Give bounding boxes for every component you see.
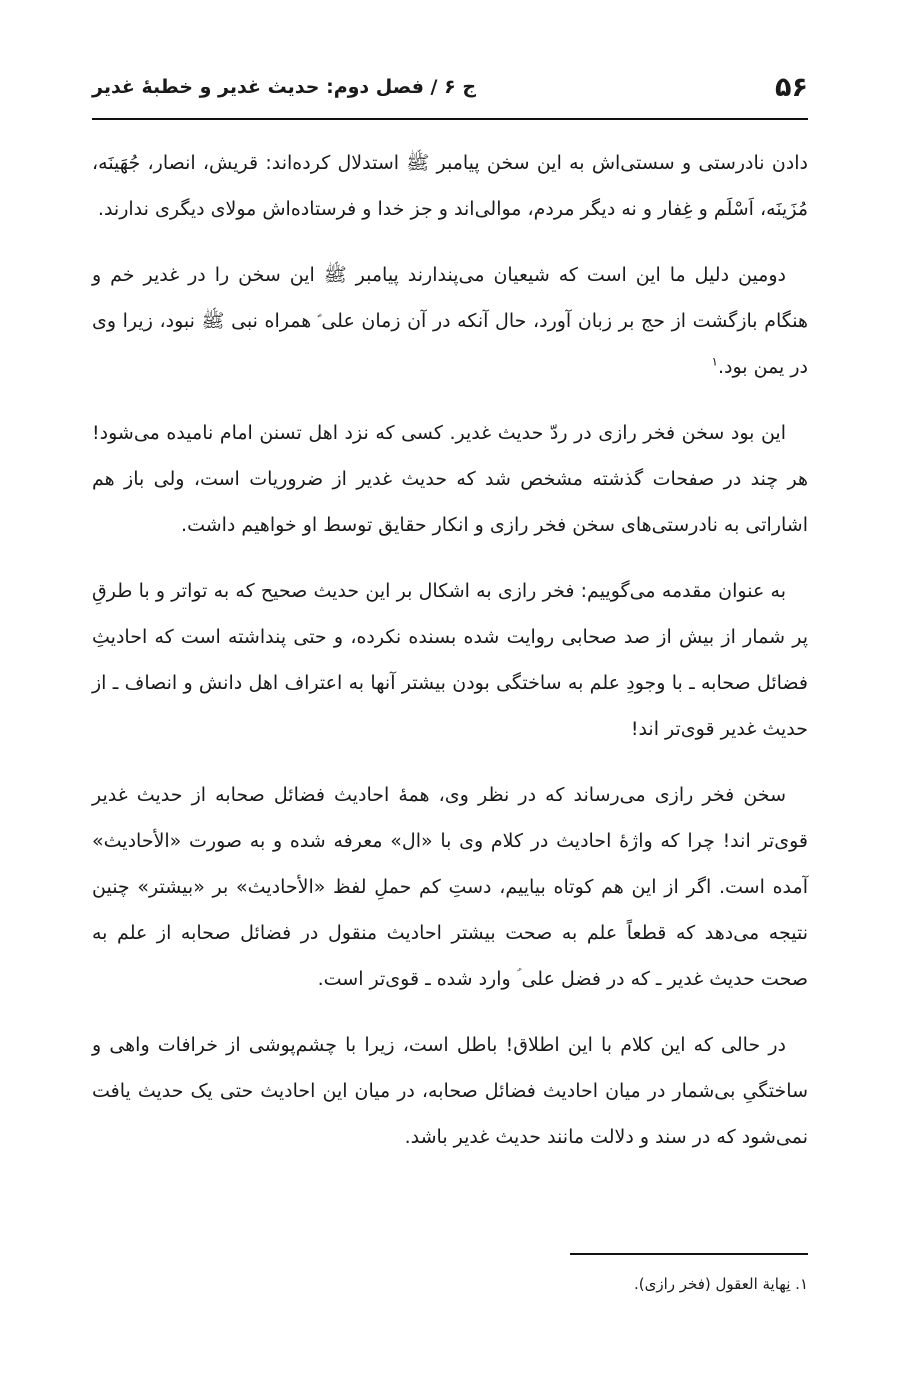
paragraph-3: این بود سخن فخر رازی در ردّ حدیث غدیر. کسی که نزد اهل تسنن امام نامیده می‌شود! هر چند در صفحات گذشته مشخص شد که حدیث غدیر از ضروریات است، ولی باز هم اشاراتی به نادرستی‌های سخن فخر رازی و انکار حقایق توسط او خواهیم داشت. [92,422,808,536]
paragraph-1: دادن نادرستی و سستی‌اش به این سخن پیامبر ﷺ استدلال کرده‌اند: قریش، انصار، جُهَینَه، مُزَینَه، اَسْلَم و غِفار و نه دیگر مردم، موالی‌اند و جز خدا و فرستاده‌اش مولای دیگری ندارند. [92,152,808,220]
page-number: ۵۶ [775,72,808,103]
body-text [92,140,808,1180]
footnote-reference: ۱ [711,354,718,369]
paragraph-6: در حالی که این کلام با این اطلاق! باطل است، زیرا با چشم‌پوشی از خرافات واهی و ساختگیِ بی‌شمار در میان احادیث فضائل صحابه، در میان این احادیث حتی یک حدیث یافت نمی‌شود که در سند و دلالت مانند حدیث غدیر باشد. [92,1034,808,1148]
paragraph-4: به عنوان مقدمه می‌گوییم: فخر رازی به اشکال بر این حدیث صحیح که به تواتر و با طرقِ پر شمار از بیش از صد صحابی روایت شده بسنده نکرده، و حتی پنداشته است که احادیثِ فضائل صحابه ـ با وجودِ علم به ساختگی بودن بیشتر آنها به اعتراف اهل دانش و انصاف ـ از حدیث غدیر قوی‌تر اند! [92,580,808,740]
running-title: ج ۶ / فصل دوم: حدیث غدیر و خطبهٔ غدیر [92,76,477,98]
page-header [92,72,808,112]
footnote: ۱. نِهایة العقول (فخر رازی). [634,1275,808,1293]
footnote-rule [570,1253,808,1255]
paragraph-2 [92,252,808,390]
header-rule [92,118,808,120]
paragraph-5: سخن فخر رازی می‌رساند که در نظر وی، همهٔ احادیث فضائل صحابه از حدیث غدیر قوی‌تر اند! چرا که واژهٔ احادیث در کلام وی با «ال» معرفه شده و به صورت «الأحادیث» آمده است. اگر از این هم کوتاه بیاییم، دستِ کم حملِ لفظ «الأحادیث» بر «بیشتر» چنین نتیجه می‌دهد که قطعاً علم به صحت بیشتر احادیث منقول در فضائل صحابه از علم به صحت حدیث غدیر ـ که در فضل علی ؑ وارد شده ـ قوی‌تر است. [92,784,808,990]
paragraph-2-text: دومین دلیل ما این است که شیعیان می‌پندارند پیامبر ﷺ این سخن را در غدیر خم و هنگام بازگشت از حج بر زبان آورد، حال آنکه در آن زمان علی ؑ همراه نبی ﷺ نبود، زیرا وی در یمن بود. [92,264,808,378]
